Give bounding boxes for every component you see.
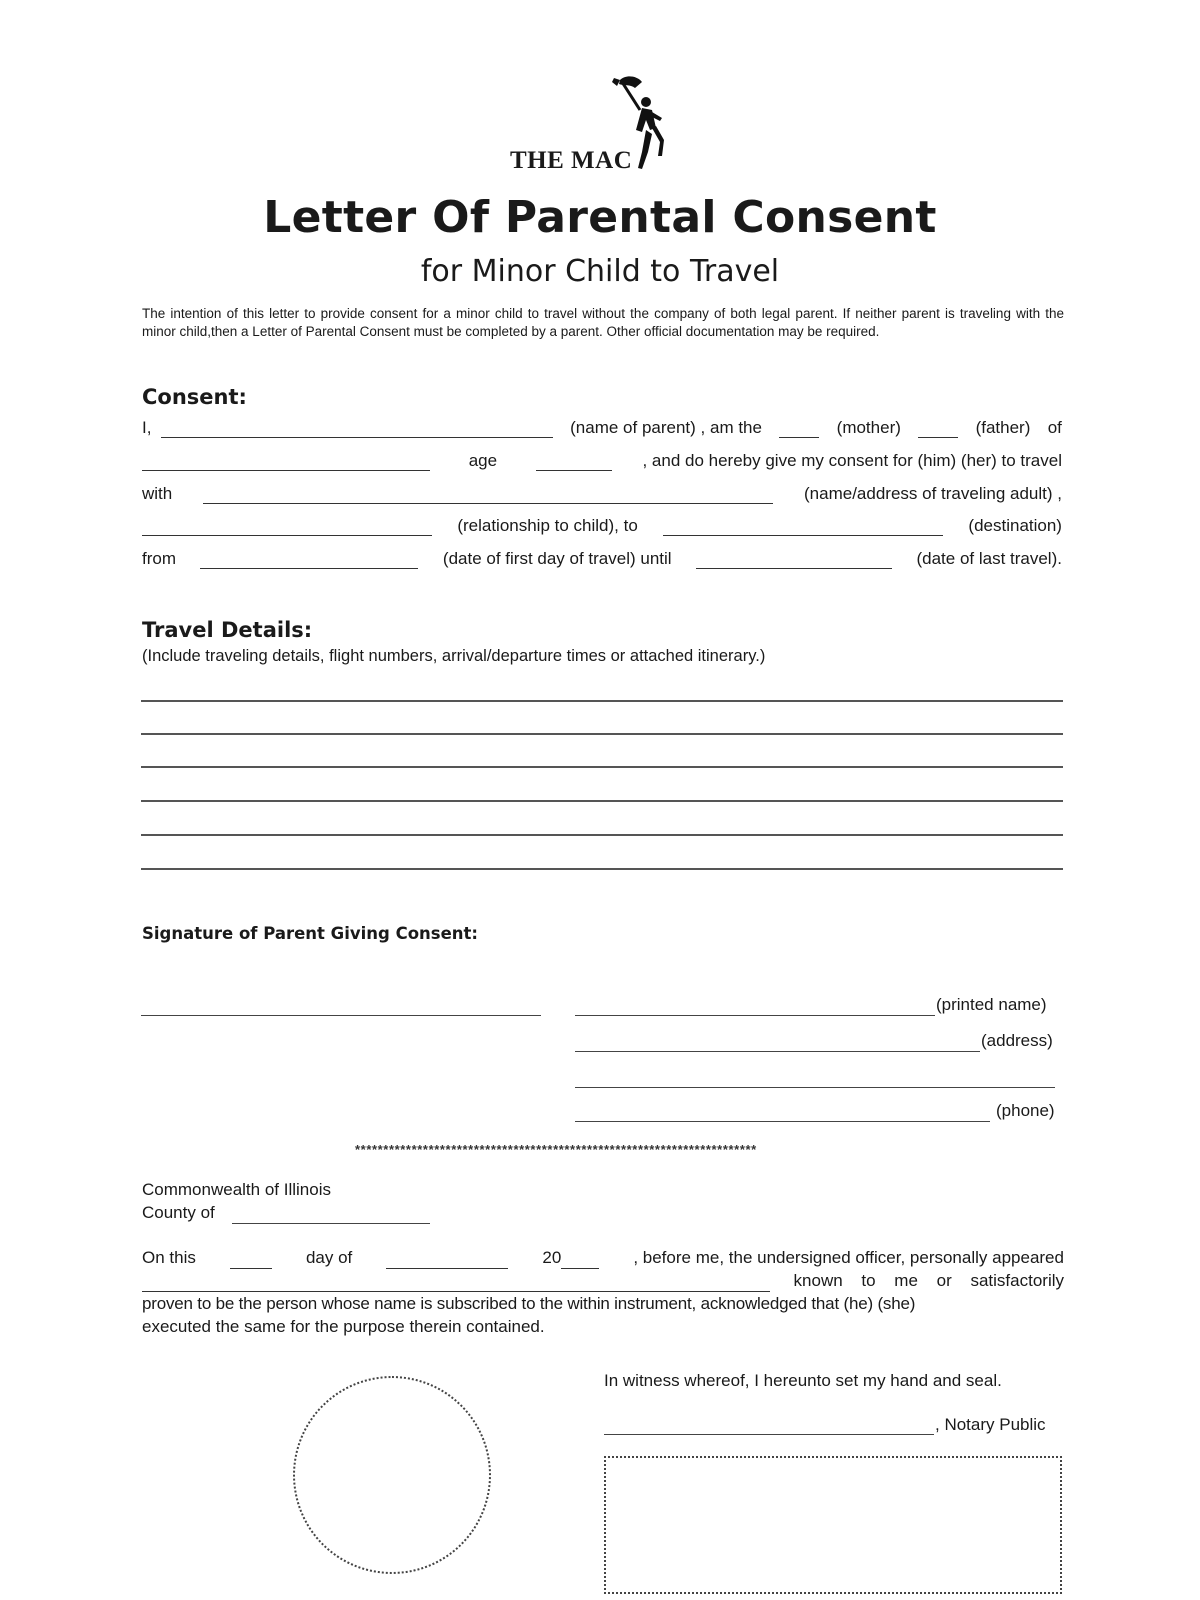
day-of-label: day of [305,1248,353,1267]
page-subtitle: for Minor Child to Travel [420,254,780,289]
consent-line-2 [142,445,1062,471]
address-field[interactable] [575,1051,980,1052]
travel-details-heading: Travel Details: [142,618,313,642]
with-label: with [142,484,173,503]
before-me-label: , before me, the undersigned officer, personally appeared [633,1248,1064,1267]
appeared-name-field[interactable] [142,1273,770,1292]
relationship-field[interactable] [142,515,432,536]
separator: *********************************************************************** [355,1142,757,1157]
state-label: Commonwealth of Illinois [142,1180,331,1199]
consent-line-3 [142,478,1062,504]
travel-details-line[interactable] [141,733,1063,735]
notary-public-label: , Notary Public [935,1415,1046,1434]
logo-text: THE MAC [510,147,633,174]
notary-seal-circle [293,1376,491,1574]
relationship-label: (relationship to child), to [457,516,638,535]
known-label: known to me or satisfactorily [793,1271,1064,1290]
notary-stamp-box [604,1456,1062,1594]
month-field[interactable] [386,1250,508,1269]
year-field[interactable] [561,1250,599,1269]
destination-field[interactable] [663,515,943,536]
age-field[interactable] [536,450,612,471]
address-field-2[interactable] [575,1087,1055,1088]
travel-details-line[interactable] [141,800,1063,802]
father-label: (father) [975,418,1031,437]
notary-line-3: proven to be the person whose name is subscribed to the within instrument, acknowledged that (he) (she) [142,1294,916,1313]
notary-signature-field[interactable] [604,1434,934,1435]
signature-line[interactable] [141,1015,541,1016]
phone-field[interactable] [575,1121,990,1122]
day-field[interactable] [230,1250,272,1269]
notary-line-4: executed the same for the purpose therein contained. [142,1317,545,1336]
of-label: of [1047,418,1062,437]
age-label: age [468,451,498,470]
child-name-field[interactable] [142,450,430,471]
travel-details-line[interactable] [141,834,1063,836]
traveling-adult-field[interactable] [203,483,773,504]
page-title: Letter Of Parental Consent [263,192,937,243]
destination-label: (destination) [968,516,1062,535]
last-day-field[interactable] [696,548,892,569]
consent-heading: Consent: [142,385,247,409]
mother-label: (mother) [836,418,901,437]
witness-label: In witness whereof, I hereunto set my hand and seal. [604,1371,1002,1390]
consent-text-label: , and do hereby give my consent for (him) (her) to travel [642,451,1062,470]
printed-name-label: (printed name) [936,995,1047,1014]
consent-line-5 [142,543,1062,569]
phone-label: (phone) [996,1101,1055,1120]
address-label: (address) [981,1031,1053,1050]
signature-heading: Signature of Parent Giving Consent: [142,924,479,943]
logo [500,72,690,182]
first-day-field[interactable] [200,548,418,569]
on-this-label: On this [142,1248,196,1267]
from-label: from [142,549,176,568]
last-day-label: (date of last travel). [916,549,1062,568]
father-check-field[interactable] [918,417,958,438]
travel-details-line[interactable] [141,766,1063,768]
mother-check-field[interactable] [779,417,819,438]
name-of-parent-label: (name of parent) , am the [570,418,762,437]
county-label: County of [142,1203,215,1222]
travel-details-line[interactable] [141,868,1063,870]
year-prefix: 20 [542,1248,562,1267]
notary-paragraph [142,1246,1064,1338]
notary-line-1 [142,1246,1064,1269]
intro-paragraph: The intention of this letter to provide consent for a minor child to travel without the company of both legal parent. If neither parent is traveling with the minor child,then a Letter of Parental Consent must be completed by a parent. Other official documentation may be required. [142,306,1064,339]
first-day-label: (date of first day of travel) until [442,549,672,568]
traveling-adult-label: (name/address of traveling adult) , [804,484,1062,503]
parent-name-field[interactable] [161,417,553,438]
consent-line-4 [142,510,1062,536]
consent-line-1 [142,412,1062,438]
county-field[interactable] [232,1223,430,1224]
travel-details-line[interactable] [141,700,1063,702]
travel-details-note: (Include traveling details, flight numbers, arrival/departure times or attached itinerary.) [142,647,766,665]
year-group [542,1246,599,1269]
notary-line-2 [142,1269,1064,1292]
consent-prefix: I, [142,418,152,437]
printed-name-field[interactable] [575,1015,935,1016]
